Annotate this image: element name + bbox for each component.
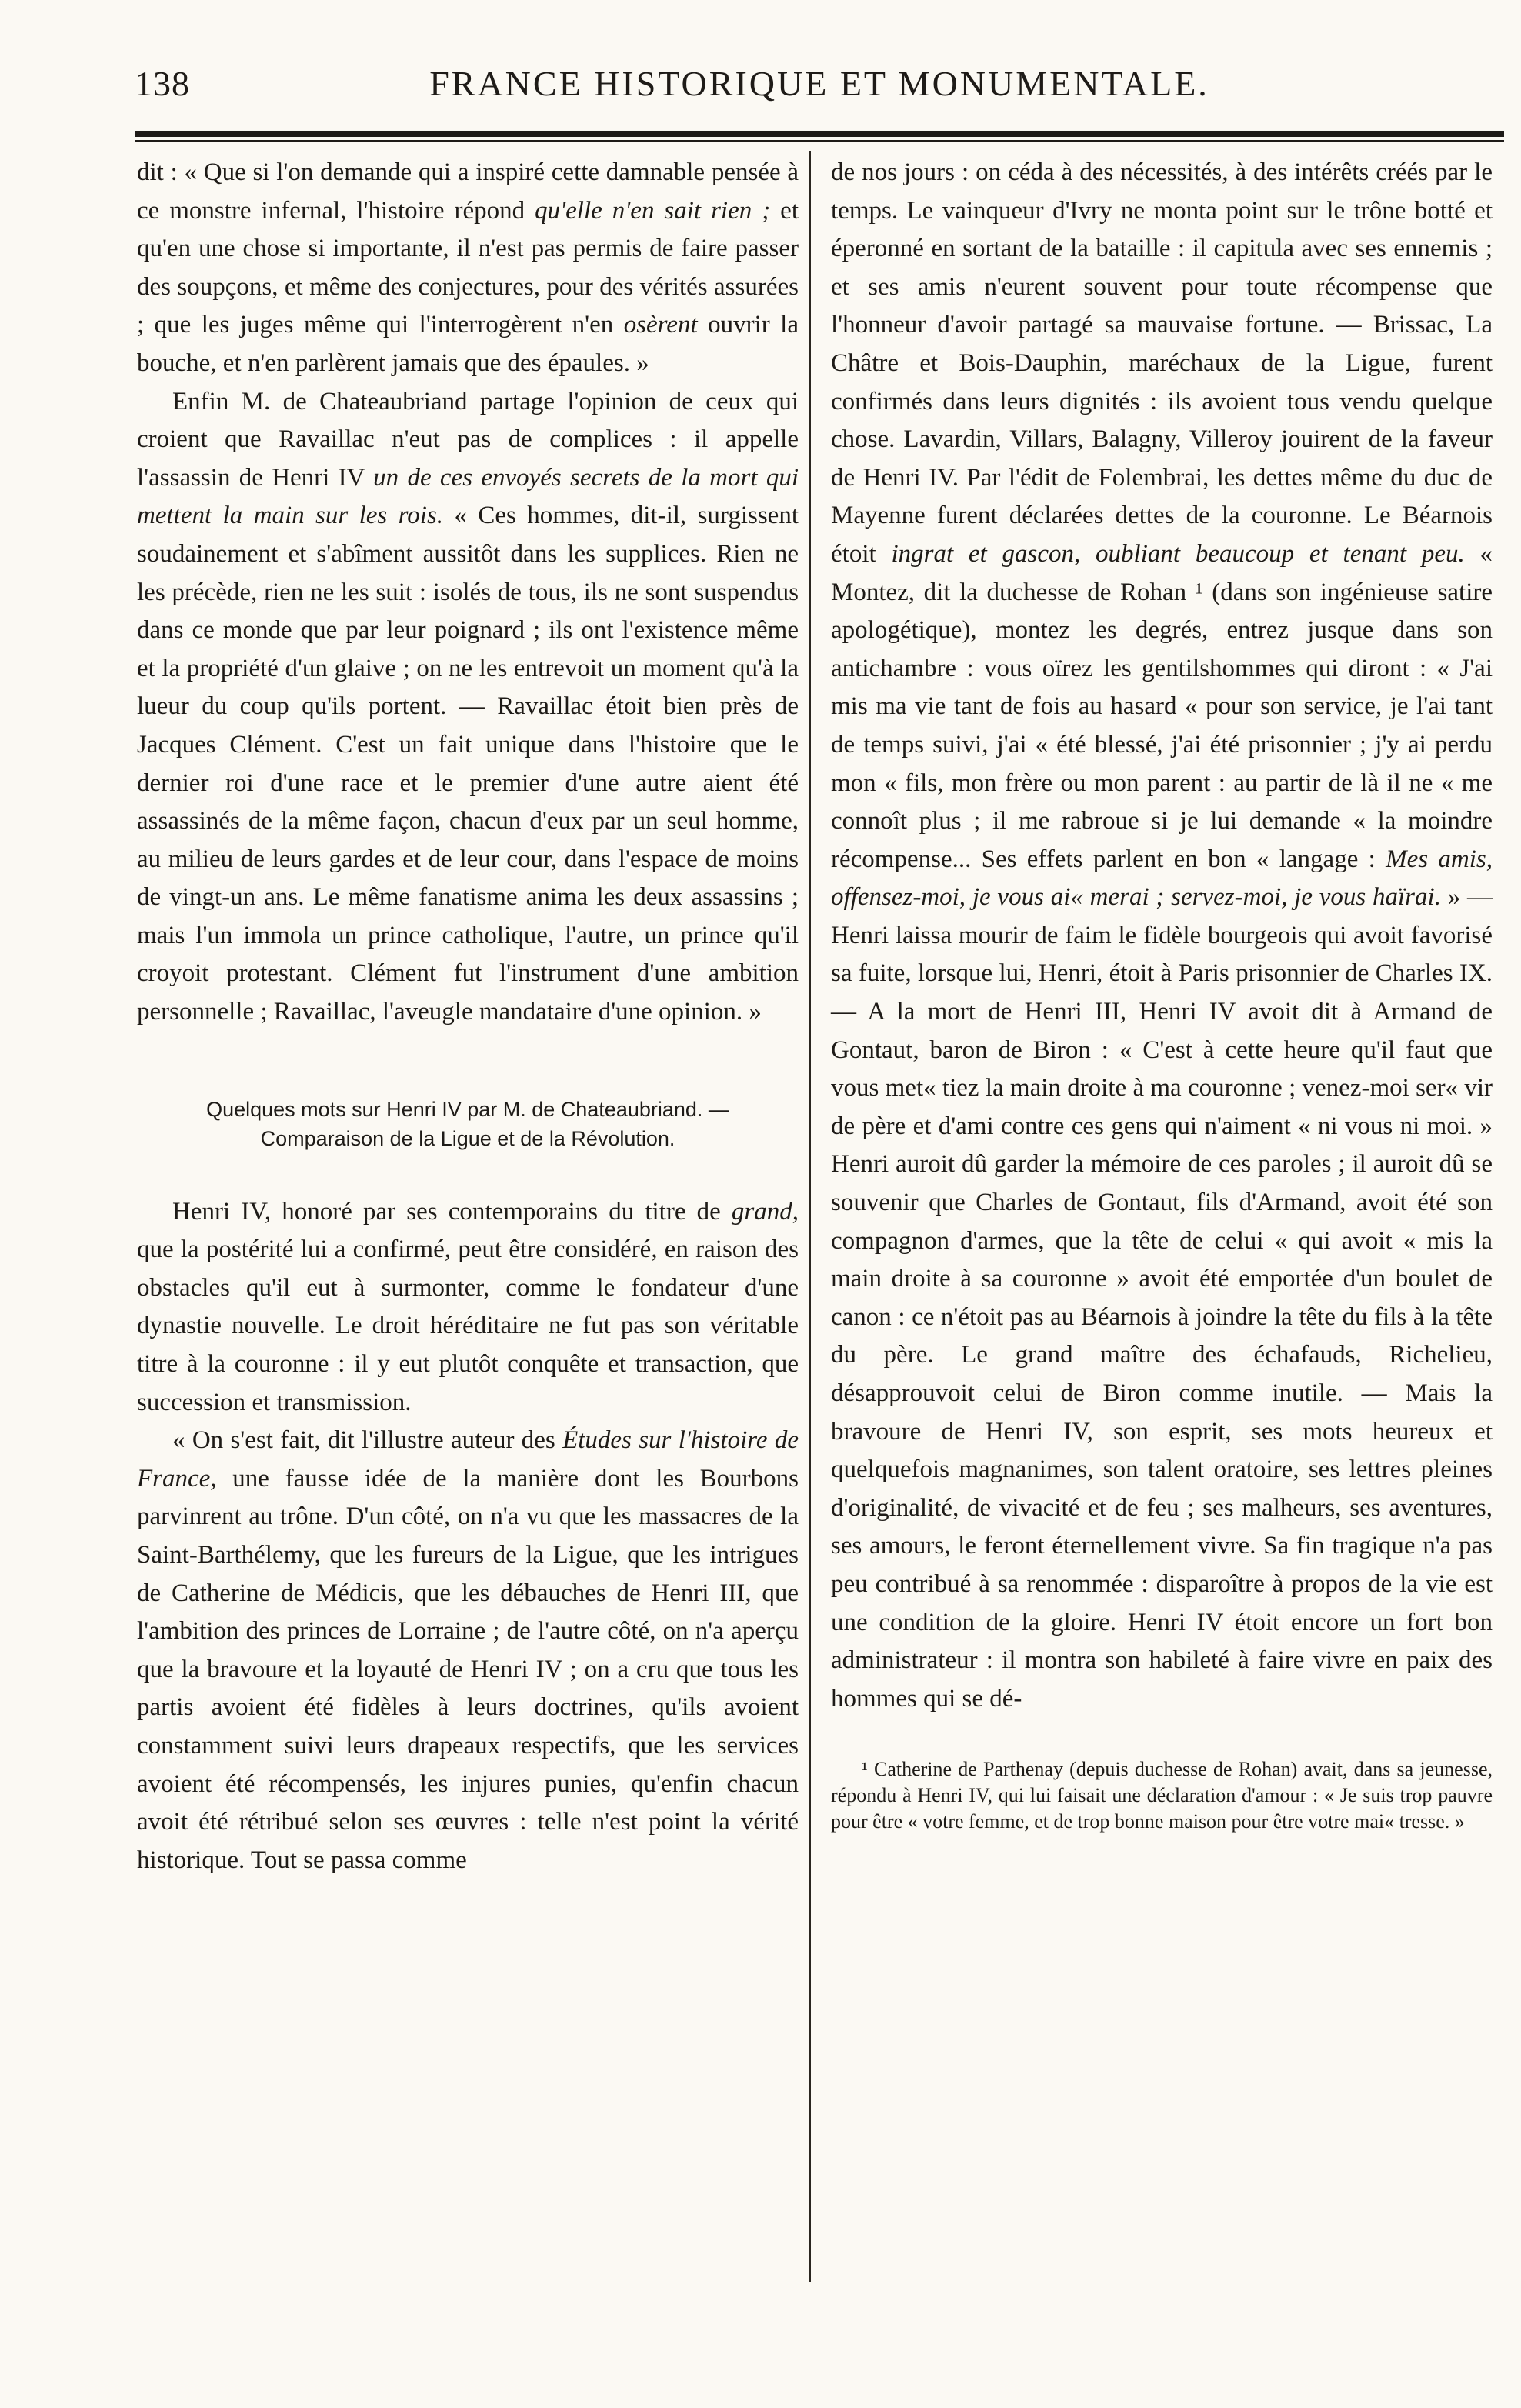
column-divider: [809, 151, 811, 2282]
paragraph: « On s'est fait, dit l'illustre auteur des Études sur l'histoire de France, une fausse idée de la manière dont les Bourbons parvinrent au trône. D'un côté, on n'a vu que les massacres de la Saint-Barthélemy, que les fureurs de la Ligue, que les intrigues de Catherine de Médicis, que les débauches de Henri III, que l'ambition des princes de Lorraine ; de l'autre côté, on n'a aperçu que la bravoure et la loyauté de Henri IV ; on a cru que tous les partis avoient été fidèles à leurs doctrines, qu'ils avoient constamment suivi leurs drapeaux respectifs, que les services avoient été récompensés, les injures punies, qu'enfin chacun avoit été rétribué selon ses œuvres : telle n'est point la vérité historique. Tout se passa comme: [137, 1426, 799, 1874]
left-column: [137, 154, 799, 1879]
header-rule-thick: [135, 131, 1504, 137]
paragraph: Henri IV, honoré par ses contemporains du titre de grand, que la postérité lui a confirmé, peut être considéré, en raison des obstacles qu'il eut à surmonter, comme le fondateur d'une dynastie nouvelle. Le droit héréditaire ne fut pas son véritable titre à la couronne : il y eut plutôt conquête et transaction, que succession et transmission.: [137, 1197, 799, 1416]
running-title: FRANCE HISTORIQUE ET MONUMENTALE.: [429, 64, 1209, 103]
running-header: [135, 55, 1504, 109]
page-number: 138: [135, 64, 190, 103]
paragraph: de nos jours : on céda à des nécessités, à des intérêts créés par le temps. Le vainqueur d'Ivry ne monta point sur le trône botté et éperonné en sortant de la bataille : il capitula avec ses ennemis ; et ses amis n'eurent souvent pour toute récompense que l'honneur d'avoir partagé sa mauvaise fortune. — Brissac, La Châtre et Bois-Dauphin, maréchaux de la Ligue, furent confirmés dans leurs dignités : ils avoient tous vendu quelque chose. Lavardin, Villars, Balagny, Villeroy jouirent de la faveur de Henri IV. Par l'édit de Folembrai, les dettes même du duc de Mayenne furent déclarées dettes de la couronne. Le Béarnois étoit ingrat et gascon, oubliant beaucoup et tenant peu. « Montez, dit la duchesse de Rohan ¹ (dans son ingénieuse satire apologétique), montez les degrés, entrez jusque dans son antichambre : vous oïrez les gentilshommes qui diront : « J'ai mis ma vie tant de fois au hasard « pour son service, je l'ai tant de temps suivi, j'ai « été blessé, j'ai été prisonnier ; j'y ai perdu mon « fils, mon frère ou mon parent : au partir de là il ne « me connoît plus ; il me rabroue si je lui demande « la moindre récompense... Ses effets parlent en bon « langage : Mes amis, offensez-moi, je vous ai« merai ; servez-moi, je vous haïrai. » — Henri laissa mourir de faim le fidèle bourgeois qui avoit favorisé sa fuite, lorsque lui, Henri, étoit à Paris prisonnier de Charles IX. — A la mort de Henri III, Henri IV avoit dit à Armand de Gontaut, baron de Biron : « C'est à cette heure qu'il faut que vous met« tiez la main droite à ma couronne ; venez-moi ser« vir de père et d'ami contre ces gens qui n'aiment « ni vous ni moi. » Henri auroit dû garder la mémoire de ces paroles ; il auroit dû se souvenir que Charles de Gontaut, fils d'Armand, avoit été son compagnon d'armes, que la tête de celui « qui avoit « mis la main droite à sa couronne » avoit été emportée d'un boulet de canon : ce n'étoit pas au Béarnois à joindre la tête du fils à la tête du père. Le grand maître des échafauds, Richelieu, désapprouvoit celui de Biron comme inutile. — Mais la bravoure de Henri IV, son esprit, ses mots heureux et quelquefois magnanimes, son talent oratoire, ses lettres pleines d'originalité, de vivacité et de feu ; ses malheurs, ses aventures, ses amours, le feront éternellement vivre. Sa fin tragique n'a pas peu contribué à sa renommée : disparoître à propos de la vie est une condition de la gloire. Henri IV étoit encore un fort bon administrateur : il montra son habileté à faire vivre en paix des hommes qui se dé-: [831, 158, 1493, 1713]
section-heading: Quelques mots sur Henri IV par M. de Chateaubriand. — Comparaison de la Ligue et de la Révolution.: [206, 1097, 729, 1150]
header-rule-thin: [135, 140, 1504, 142]
paragraph: Enfin M. de Chateaubriand partage l'opinion de ceux qui croient que Ravaillac n'eut pas de complices : il appelle l'assassin de Henri IV un de ces envoyés secrets de la mort qui mettent la main sur les rois. « Ces hommes, dit-il, surgissent soudainement et s'abîment aussitôt dans les supplices. Rien ne les précède, rien ne les suit : isolés de tous, ils ne sont suspendus dans ce monde que par leur poignard ; ils ont l'existence même et la propriété d'un glaive ; on ne les entrevoit un moment qu'à la lueur du coup qu'ils portent. — Ravaillac étoit bien près de Jacques Clément. C'est un fait unique dans l'histoire que le dernier roi d'une race et le premier d'une autre aient été assassinés de la même façon, chacun d'eux par un seul homme, au milieu de leurs gardes et de leur cour, dans l'espace de moins de vingt-un ans. Le même fanatisme anima les deux assassins ; mais l'un immola un prince catholique, l'autre, un prince qu'il croyoit protestant. Clément fut l'instrument d'une ambition personnelle ; Ravaillac, l'aveugle mandataire d'une opinion. »: [137, 387, 799, 1026]
paragraph: dit : « Que si l'on demande qui a inspiré cette damnable pensée à ce monstre infernal, l'histoire répond qu'elle n'en sait rien ; et qu'en une chose si importante, il n'est pas permis de faire passer des soupçons, et même des conjectures, pour des vérités assurées ; que les juges même qui l'interrogèrent n'en osèrent ouvrir la bouche, et n'en parlèrent jamais que des épaules. »: [137, 158, 799, 377]
right-column: [831, 154, 1493, 1835]
footnote: ¹ Catherine de Parthenay (depuis duchesse de Rohan) avait, dans sa jeunesse, répondu à Henri IV, qui lui faisait une déclaration d'amour : « Je suis trop pauvre pour être « votre femme, et de trop bonne maison pour être votre mai« tresse. »: [831, 1758, 1493, 1833]
